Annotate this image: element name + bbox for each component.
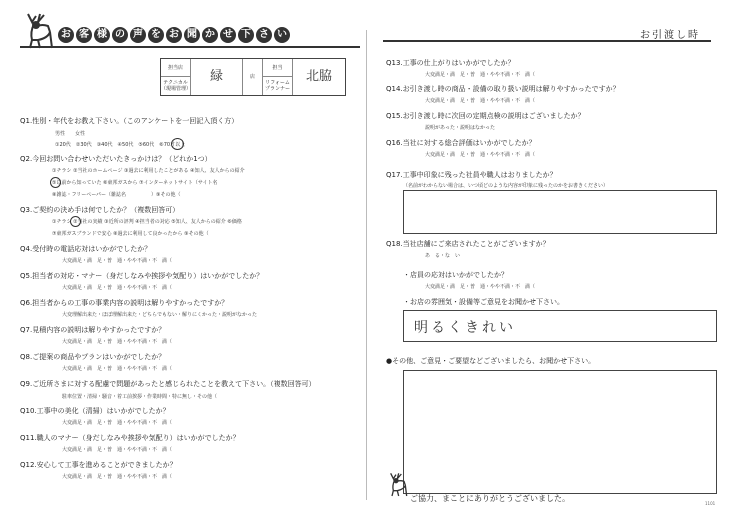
q18-staff-scale[interactable]: 大変満足・満 足・普 通・やや不満・不 満（ xyxy=(425,284,536,290)
q11-scale[interactable]: 大変満足・満 足・普 通・やや不満・不 満（ xyxy=(62,447,173,453)
q18-store-answer-box[interactable] xyxy=(403,310,717,342)
title-char: か xyxy=(202,27,218,43)
staff-label-planner: リフォームプランナー xyxy=(263,77,293,95)
title-char: 様 xyxy=(94,27,110,43)
staff-label-store: 担当店 xyxy=(161,59,191,77)
q17-answer-box[interactable] xyxy=(403,190,717,234)
page-title xyxy=(58,26,298,44)
staff-label-shop: 店 xyxy=(243,59,263,95)
question-q15: Q15.お引き渡し時に次回の定期点検の説明はございましたか？ xyxy=(386,112,585,120)
q2-answer-mark xyxy=(50,177,61,188)
question-q7: Q7.見積内容の説明は解りやすかったですか？ xyxy=(20,326,166,334)
q6-options[interactable]: 大変理解出来た・ほぼ理解出来た・どちらでもない・解りにくかった・説明がなかった xyxy=(62,312,257,318)
question-q5: Q5.担当者の対応・マナー（身だしなみや挨拶や気配り）はいかがでしたか？ xyxy=(20,272,264,280)
q3-options-line2[interactable]: ⑦東邦ガスブランドで安心 ⑧過去に利用して良かったから ⑨その他（ xyxy=(52,231,209,237)
q3-answer-mark xyxy=(70,216,81,227)
deer-footer-icon xyxy=(384,468,412,500)
title-char: の xyxy=(112,27,128,43)
deer-logo-icon xyxy=(18,10,60,50)
right-header-divider xyxy=(383,40,711,42)
header-divider xyxy=(20,46,360,48)
title-char: せ xyxy=(220,27,236,43)
question-q18: Q18.当社店舗にご来店されたことがございますか？ xyxy=(386,240,550,248)
q2-options-line3[interactable]: ⑧雑誌・フリーペーパー（雑誌名 ）⑨その他（ xyxy=(52,192,181,198)
staff-label-person: 担当 xyxy=(263,59,293,77)
q13-scale[interactable]: 大変満足・満 足・普 通・やや不満・不 満（ xyxy=(425,72,536,78)
question-q12: Q12.安心して工事を進めることができましたか？ xyxy=(20,461,177,469)
q16-scale[interactable]: 大変満足・満 足・普 通・やや不満・不 満（ xyxy=(425,152,536,158)
page-number: 1101 xyxy=(705,501,716,506)
right-page-title: お引渡し時 xyxy=(640,30,700,41)
question-q3: Q3.ご契約の決め手は何でしたか？（複数回答可） xyxy=(20,206,180,214)
question-q10: Q10.工事中の美化（清掃）はいかがでしたか？ xyxy=(20,407,170,415)
q1-age-options[interactable]: ①20代 ②30代 ③40代 ④50代 ⑤60代 ⑥70才以上 xyxy=(55,142,186,148)
question-q11: Q11.職人のマナー（身だしなみや挨拶や気配り）はいかがでしたか？ xyxy=(20,434,240,442)
staff-box xyxy=(160,58,346,96)
q18-options[interactable]: あ る・な い xyxy=(425,253,461,259)
question-q18-staff: ・店員の応対はいかがでしたか？ xyxy=(403,271,508,279)
staff-person-handwriting[interactable]: 北脇 xyxy=(305,69,332,84)
title-char: さ xyxy=(256,27,272,43)
title-char: を xyxy=(148,27,164,43)
page-fold-divider xyxy=(366,30,367,500)
question-q6: Q6.担当者からの工事の事業内容の説明は解りやすかったですか？ xyxy=(20,299,229,307)
question-q2: Q2.今回お問い合わせいただいたきっかけは？（どれか1つ） xyxy=(20,155,212,163)
q10-scale[interactable]: 大変満足・満 足・普 通・やや不満・不 満（ xyxy=(62,420,173,426)
title-char: い xyxy=(274,27,290,43)
footer-thanks: ご協力、まことにありがとうございました。 xyxy=(410,494,570,503)
q7-scale[interactable]: 大変満足・満 足・普 通・やや不満・不 満（ xyxy=(62,339,173,345)
question-q18-store: ・お店の雰囲気・設備等ご意見をお聞かせ下さい。 xyxy=(403,298,564,306)
other-comments-box[interactable] xyxy=(403,370,717,494)
question-q14: Q14.お引き渡し時の商品・設備の取り扱い説明は解りやすかったですか？ xyxy=(386,85,620,93)
q8-scale[interactable]: 大変満足・満 足・普 通・やや不満・不 満（ xyxy=(62,366,173,372)
q2-options-line2[interactable]: ⑤以前から知っていた ⑥東邦ガスから ⑦インターネットサイト（サイト名 xyxy=(52,180,218,186)
q17-subtext: （名前がわからない場合は、いつ頃どのような内容が印象に残ったのかをお書きください） xyxy=(403,183,609,189)
question-q1: Q1.性別・年代をお教え下さい。（このアンケートを一回記入頂く方） xyxy=(20,117,239,125)
q9-options[interactable]: 駐車位置・清掃・騒音・着工前挨拶・作業時間・特に無し・その他（ xyxy=(62,394,218,400)
title-char: 下 xyxy=(238,27,254,43)
other-comments-label: ●その他、ご意見・ご要望などございましたら、お聞かせ下さい。 xyxy=(386,357,596,365)
q4-scale[interactable]: 大変満足・満 足・普 通・やや不満・不 満（ xyxy=(62,258,173,264)
title-char: 声 xyxy=(130,27,146,43)
staff-store-handwriting[interactable]: 緑 xyxy=(191,59,243,95)
title-char: お xyxy=(58,27,74,43)
question-q13: Q13.工事の仕上がりはいかがでしたか？ xyxy=(386,59,515,67)
title-char: 聞 xyxy=(184,27,200,43)
staff-label-technical: テクニカル（現場管理） xyxy=(161,77,191,95)
q1-answer-mark xyxy=(171,138,184,150)
q2-options-line1[interactable]: ①チラシ ②当社のホームページ ③過去に利用したことがある ④知人、友人からの紹介 xyxy=(52,168,245,174)
q1-gender-options[interactable]: 男性 女性 xyxy=(55,131,86,137)
question-q4: Q4.受付時の電話応対はいかがでしたか？ xyxy=(20,245,152,253)
question-q9: Q9.ご近所さまに対する配慮で問題があったと感じられたことを教えて下さい。（複数回答可） xyxy=(20,380,316,388)
q3-options-line1[interactable]: ①チラシ ②当社の実績 ③近所の評判 ④担当者の対応 ⑤知人、友人からの紹介 ⑥価格 xyxy=(52,219,242,225)
title-char: お xyxy=(166,27,182,43)
q15-options[interactable]: 説明があった・説明はなかった xyxy=(425,125,495,131)
q12-scale[interactable]: 大変満足・満 足・普 通・やや不満・不 満（ xyxy=(62,474,173,480)
q14-scale[interactable]: 大変満足・満 足・普 通・やや不満・不 満（ xyxy=(425,98,536,104)
question-q16: Q16.当社に対する総合評価はいかがでしたか？ xyxy=(386,139,536,147)
title-char: 客 xyxy=(76,27,92,43)
question-q17: Q17.工事中印象に残った社員や職人はおりましたか？ xyxy=(386,171,557,179)
q5-scale[interactable]: 大変満足・満 足・普 通・やや不満・不 満（ xyxy=(62,285,173,291)
question-q8: Q8.ご提案の商品やプランはいかがでしたか？ xyxy=(20,353,166,361)
q18-store-handwritten-answer: 明るくきれい xyxy=(414,320,516,336)
